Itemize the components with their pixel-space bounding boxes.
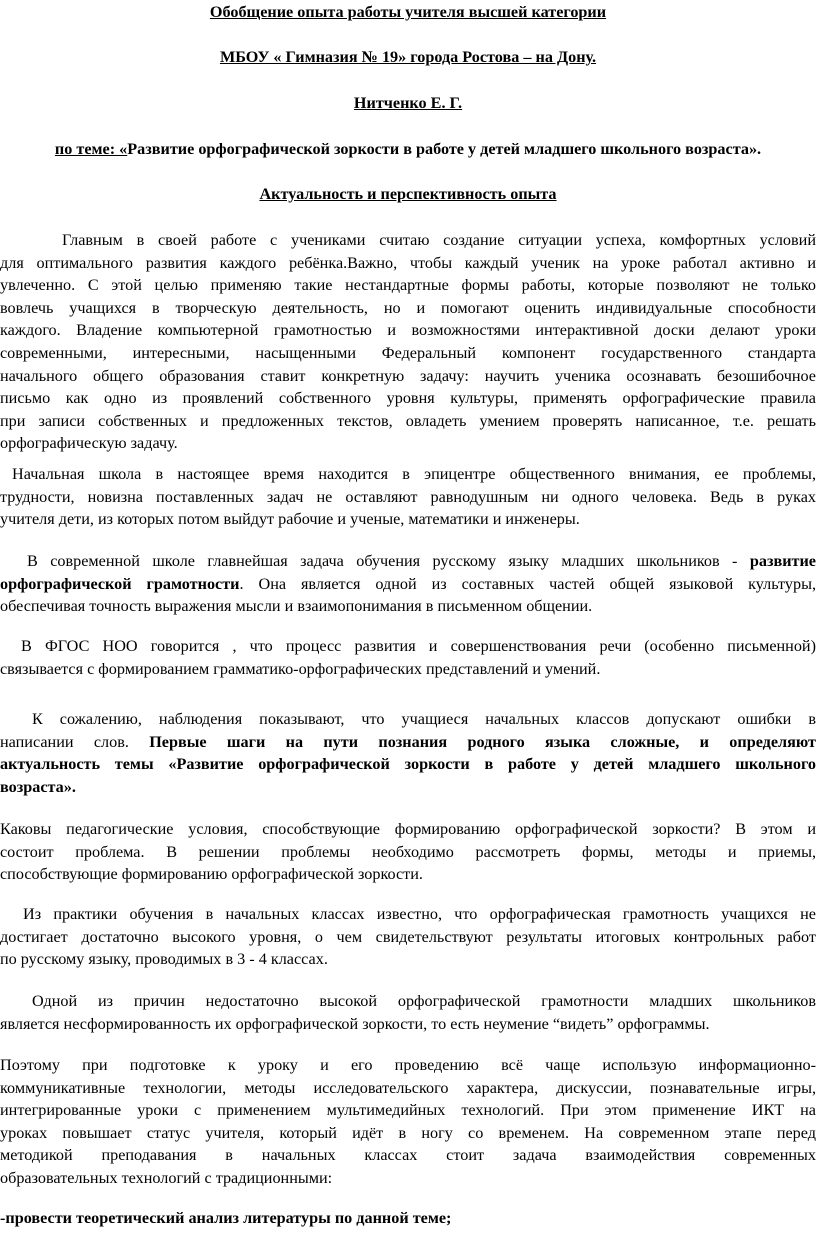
paragraph-line: методикой преподавания в начальных классах стоит задача взаимодействия современных bbox=[0, 1146, 816, 1165]
paragraph-line: начального общего образования ставит конкретную задачу: научить ученика осознавать безошибочное bbox=[0, 366, 816, 385]
paragraph-text: . Она является одной из составных частей общей языковой культуры, bbox=[239, 574, 816, 593]
paragraph-line: интегрированные уроки с применением мультимедийных технологий. При этом применение ИКТ на bbox=[0, 1101, 816, 1120]
paragraph-line: способствующие формированию орфографической зоркости. bbox=[0, 865, 423, 884]
paragraph-3 bbox=[0, 550, 816, 618]
paragraph-line: письмо как одно из проявлений собственного уровня культуры, применять орфографические правила bbox=[0, 389, 816, 408]
paragraph-line: коммуникативные технологии, методы исследовательского характера, дискуссии, познавательные игры, bbox=[0, 1078, 816, 1097]
paragraph-line: актуальность темы «Развитие орфографической зоркости в работе у детей младшего школьного bbox=[0, 755, 816, 774]
doc-title: Обобщение опыта работы учителя высшей категории bbox=[209, 3, 607, 21]
paragraph-line: вовлечь учащихся в творческую деятельность, но и помогают оценить индивидуальные способности bbox=[0, 298, 816, 317]
paragraph-line: К сожалению, наблюдения показывают, что учащиеся начальных классов допускают ошибки в bbox=[32, 710, 816, 728]
paragraph-line: Из практики обучения в начальных классах известно, что орфографическая грамотность учащихся не bbox=[23, 905, 816, 923]
paragraph-line: при записи собственных и предложенных текстов, овладеть умением проверять написанное, т.е. решать bbox=[0, 411, 816, 430]
bold-phrase: развитие bbox=[749, 552, 816, 570]
paragraph-line: для оптимального развития каждого ребёнка.Важно, чтобы каждый ученик на уроке работал активно и bbox=[0, 253, 816, 272]
paragraph-line: каждого. Владение компьютерной грамотностью и возможностями интерактивной доски делают уроки bbox=[0, 321, 816, 340]
school-name: МБОУ « Гимназия № 19» города Ростова – на Дону. bbox=[219, 48, 597, 66]
paragraph-8 bbox=[0, 990, 816, 1035]
topic-prefix: по теме: « bbox=[54, 140, 128, 158]
paragraph-1 bbox=[0, 229, 816, 455]
bold-phrase: Первые шаги на пути познания родного языка сложные, и определяют bbox=[149, 732, 816, 751]
paragraph-line: является несформированность их орфографической зоркости, то есть неумение “видеть” орфограммы. bbox=[0, 1014, 710, 1033]
paragraph-line: Начальная школа в настоящее время находится в эпицентре общественного внимания, ее проблемы, bbox=[12, 465, 816, 483]
paragraph-line: В ФГОС НОО говорится , что процесс развития и совершенствования речи (особенно письменной) bbox=[21, 637, 816, 655]
paragraph-line: уроках повышает статус учителя, который идёт в ногу со временем. На современном этапе перед bbox=[0, 1123, 816, 1142]
paragraph-9 bbox=[0, 1054, 816, 1190]
paragraph-line: обеспечивая точность выражения мысли и взаимопонимания в письменном общении. bbox=[0, 597, 593, 616]
paragraph-text: В современной школе главнейшая задача обучения русскому языку младших школьников - bbox=[27, 552, 750, 570]
paragraph-line: Одной из причин недостаточно высокой орфографической грамотности младших школьников bbox=[32, 992, 816, 1010]
author-name: Нитченко Е. Г. bbox=[353, 94, 463, 112]
bold-phrase: орфографической грамотности bbox=[0, 574, 240, 593]
paragraph-line: состоит проблема. В решении проблемы необходимо рассмотреть формы, методы и приемы, bbox=[0, 842, 816, 861]
paragraph-2 bbox=[0, 463, 816, 531]
paragraph-text: написании слов. bbox=[0, 732, 150, 751]
task-item: -провести теоретический анализ литературы по данной теме; bbox=[0, 1209, 452, 1227]
paragraph-line: возраста». bbox=[0, 777, 76, 796]
paragraph-line bbox=[0, 731, 816, 754]
paragraph-line: орфографическую задачу. bbox=[0, 434, 178, 453]
paragraph-line: Главным в своей работе с учениками считаю создание ситуации успеха, комфортных условий bbox=[62, 231, 816, 249]
paragraph-7 bbox=[0, 903, 816, 971]
paragraph-6 bbox=[0, 818, 816, 886]
paragraph-line: Поэтому при подготовке к уроку и его проведению всё чаще использую информационно- bbox=[0, 1056, 816, 1074]
section-heading: Актуальность и перспективность опыта bbox=[259, 185, 557, 203]
paragraph-5 bbox=[0, 708, 816, 798]
paragraph-4 bbox=[0, 635, 816, 680]
topic-line bbox=[0, 138, 816, 161]
paragraph-line: трудности, новизна поставленных задач не оставляют равнодушным ни одного человека. Ведь в руках bbox=[0, 487, 816, 506]
paragraph-line: увлеченно. С этой целью применяю такие нестандартные формы работы, которые позволяют не только bbox=[0, 276, 816, 295]
paragraph-line: по русскому языку, проводимых в 3 - 4 классах. bbox=[0, 950, 328, 969]
topic-text: Развитие орфографической зоркости в работе у детей младшего школьного возраста». bbox=[127, 140, 762, 158]
paragraph-line: учителя дети, из которых потом выйдут рабочие и ученые, математики и инженеры. bbox=[0, 510, 580, 529]
paragraph-line bbox=[0, 550, 816, 573]
paragraph-line: Каковы педагогические условия, способствующие формированию орфографической зоркости? В этом и bbox=[0, 820, 816, 838]
paragraph-line bbox=[0, 573, 816, 596]
paragraph-line: современными, интересными, насыщенными Федеральный компонент государственного стандарта bbox=[0, 343, 816, 362]
paragraph-line: образовательных технологий с традиционными: bbox=[0, 1168, 333, 1187]
paragraph-line: достигает достаточно высокого уровня, о чем свидетельствуют результаты итоговых контрольных работ bbox=[0, 927, 816, 946]
paragraph-line: связывается с формированием грамматико-орфографических представлений и умений. bbox=[0, 659, 601, 678]
